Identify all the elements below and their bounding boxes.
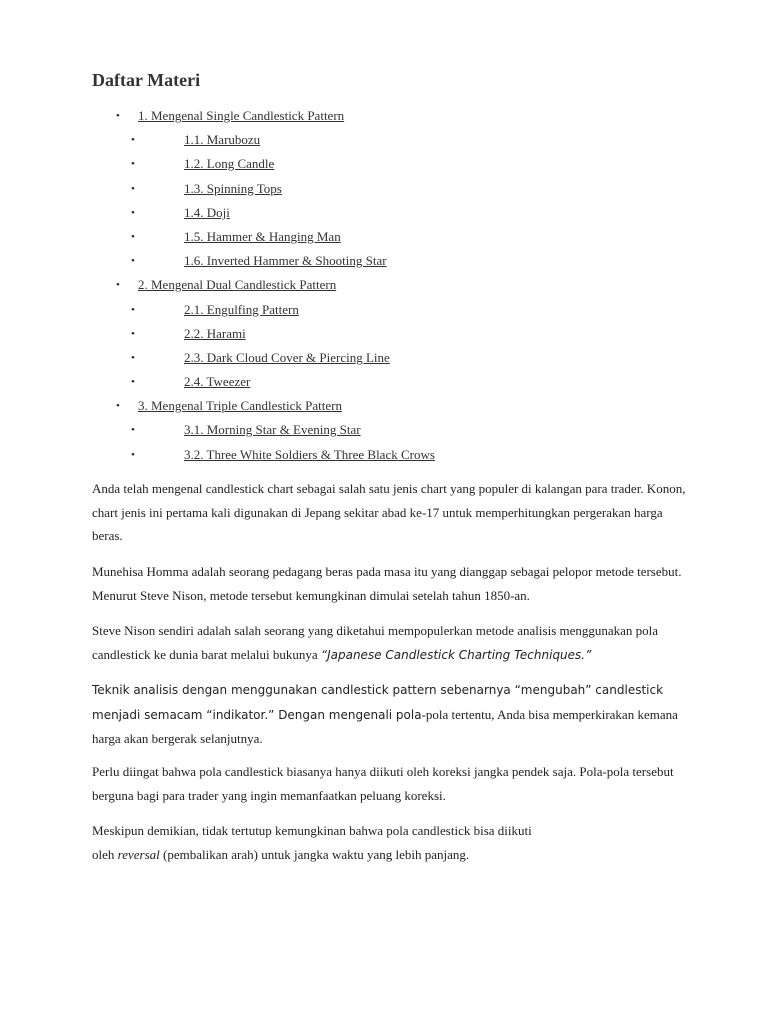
- bullet-icon: •: [131, 182, 135, 195]
- toc-item: [0, 443, 768, 467]
- bullet-icon: •: [131, 351, 135, 364]
- bullet-icon: •: [131, 206, 135, 219]
- toc-link[interactable]: 1.5. Hammer & Hanging Man: [184, 228, 341, 244]
- toc-link[interactable]: 2.1. Engulfing Pattern: [184, 301, 299, 317]
- toc-item: [0, 273, 768, 297]
- page-title: Daftar Materi: [92, 70, 201, 90]
- bullet-icon: •: [131, 158, 135, 171]
- toc-item: [0, 225, 768, 249]
- table-of-contents: [0, 104, 768, 467]
- toc-item: [0, 152, 768, 176]
- bullet-icon: •: [131, 255, 135, 268]
- toc-link[interactable]: 1. Mengenal Single Candlestick Pattern: [138, 108, 345, 123]
- paragraph-nison-text: Steve Nison sendiri adalah salah seorang yang diketahui mempopulerkan metode analisis menggunakan pola candlestick ke dunia barat melalui bukunya: [92, 623, 659, 662]
- bullet-icon: •: [116, 279, 120, 292]
- reversal-term: reversal: [117, 846, 160, 862]
- toc-item: [0, 177, 768, 201]
- toc-item: [0, 370, 768, 394]
- toc-link[interactable]: 1.3. Spinning Tops: [184, 180, 282, 196]
- toc-link[interactable]: 1.1. Marubozu: [184, 132, 261, 148]
- paragraph-nison: [92, 619, 692, 667]
- toc-link[interactable]: 1.2. Long Candle: [184, 156, 275, 172]
- toc-link[interactable]: 1.6. Inverted Hammer & Shooting Star: [184, 253, 387, 269]
- toc-item: [0, 128, 768, 152]
- paragraph-intro: Anda telah mengenal candlestick chart sebagai salah satu jenis chart yang populer di kalangan para trader. Konon, chart jenis ini pertama kali digunakan di Jepang sekitar abad ke-17 untuk memperhitungkan pergerakan harga beras.: [92, 481, 686, 543]
- toc-link[interactable]: 1.4. Doji: [184, 204, 230, 220]
- bullet-icon: •: [131, 230, 135, 243]
- toc-link[interactable]: 2.2. Harami: [184, 325, 246, 341]
- toc-link[interactable]: 2. Mengenal Dual Candlestick Pattern: [138, 277, 337, 293]
- toc-item: [0, 346, 768, 370]
- paragraph-reversal-oleh: oleh: [92, 846, 118, 862]
- toc-item: [0, 249, 768, 273]
- paragraph-technique: [92, 678, 692, 751]
- paragraph-reversal: [92, 819, 692, 866]
- toc-link[interactable]: 2.3. Dark Cloud Cover & Piercing Line: [184, 349, 390, 365]
- bullet-icon: •: [131, 327, 135, 340]
- book-title: “Japanese Candlestick Charting Techniques.”: [320, 647, 592, 662]
- bullet-icon: •: [116, 110, 120, 122]
- bullet-icon: •: [131, 448, 135, 461]
- toc-link[interactable]: 3.2. Three White Soldiers & Three Black Crows: [184, 446, 435, 462]
- toc-item: [0, 418, 768, 442]
- bullet-icon: •: [131, 376, 135, 389]
- paragraph-technique-handwritten: Teknik analisis dengan menggunakan candlestick pattern sebenarnya “mengubah” candlestick menjadi semacam “indikator.” Dengan mengenali pola: [92, 683, 664, 722]
- paragraph-reversal-end: (pembalikan arah) untuk jangka waktu yang lebih panjang.: [159, 846, 470, 862]
- bullet-icon: •: [116, 400, 120, 413]
- bullet-icon: •: [131, 303, 135, 316]
- toc-item: [0, 322, 768, 346]
- bullet-icon: •: [131, 424, 135, 437]
- toc-link[interactable]: 3. Mengenal Triple Candlestick Pattern: [138, 398, 343, 414]
- paragraph-technique-rest: -pola tertentu, Anda bisa memperkirakan kemana harga akan bergerak selanjutnya.: [92, 706, 678, 746]
- paragraph-reversal-start: Meskipun demikian, tidak tertutup kemungkinan bahwa pola candlestick bisa diikuti: [92, 823, 532, 838]
- toc-item: [0, 104, 768, 128]
- bullet-icon: •: [131, 134, 135, 147]
- paragraph-correction: Perlu diingat bahwa pola candlestick biasanya hanya diikuti oleh koreksi jangka pendek saja. Pola-pola tersebut berguna bagi para trader yang ingin memanfaatkan peluang koreksi.: [92, 764, 674, 803]
- toc-item: [0, 394, 768, 418]
- toc-link[interactable]: 2.4. Tweezer: [184, 374, 251, 390]
- toc-link[interactable]: 3.1. Morning Star & Evening Star: [184, 422, 361, 438]
- paragraph-homma: Munehisa Homma adalah seorang pedagang beras pada masa itu yang dianggap sebagai pelopor metode tersebut. Menurut Steve Nison, metode tersebut kemungkinan dimulai setelah tahun 1850-an.: [92, 564, 682, 603]
- toc-item: [0, 298, 768, 322]
- toc-item: [0, 201, 768, 225]
